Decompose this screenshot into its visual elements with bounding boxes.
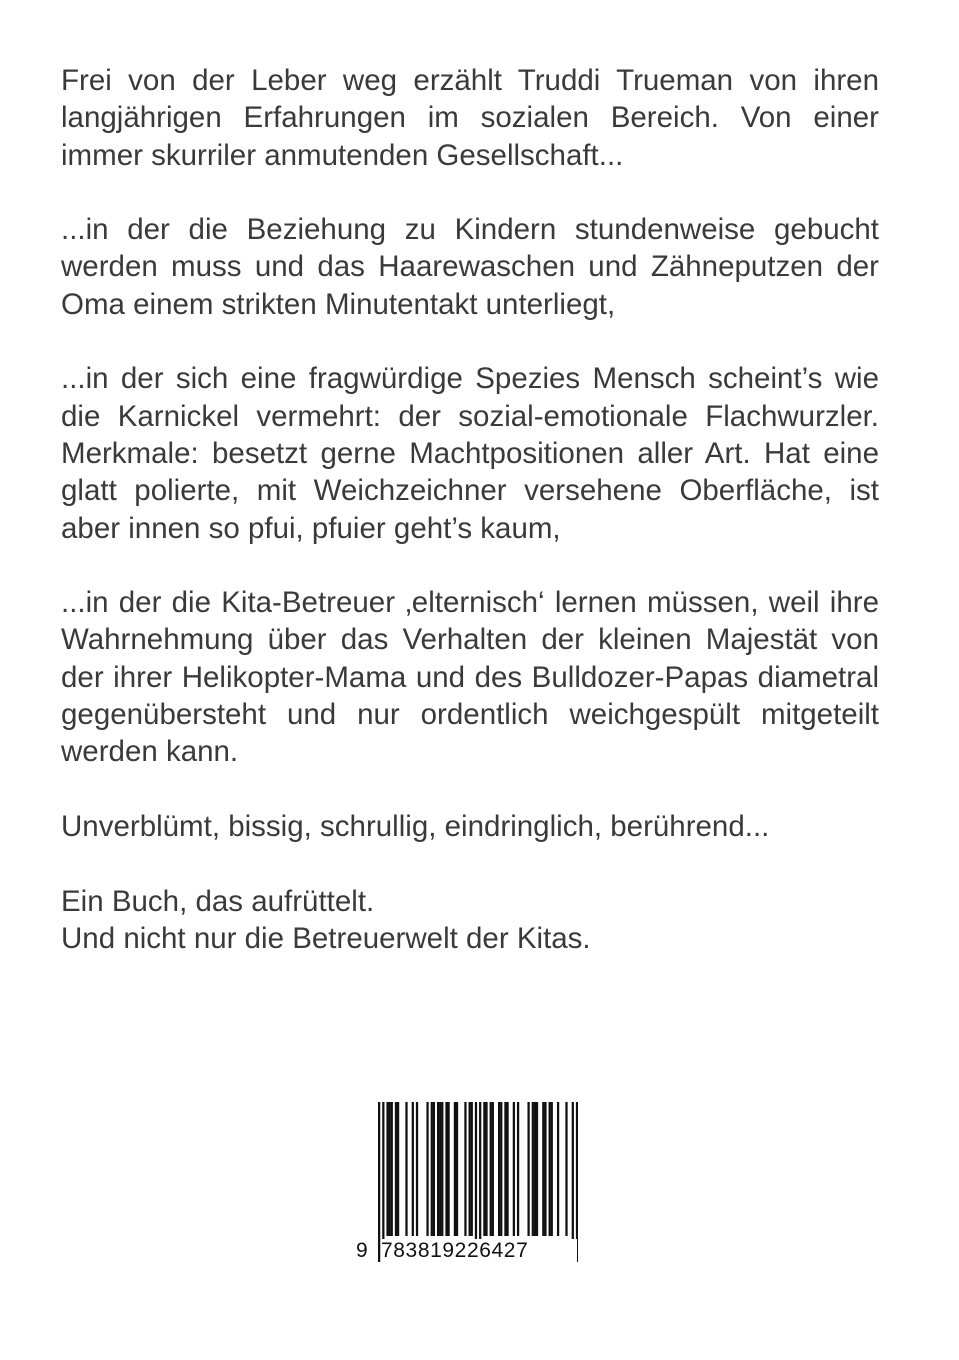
back-cover-blurb xyxy=(61,62,879,994)
barcode-bar xyxy=(483,1102,485,1236)
barcode-bar xyxy=(544,1102,546,1236)
barcode-bar xyxy=(471,1102,473,1236)
barcode-bar xyxy=(441,1102,443,1236)
barcode-bar xyxy=(464,1102,466,1236)
barcode-bar xyxy=(395,1102,397,1236)
barcode-bar xyxy=(549,1102,551,1236)
closing-line-2: Und nicht nur die Betreuerwelt der Kitas. xyxy=(61,921,591,955)
barcode-bar xyxy=(542,1102,544,1236)
blurb-paragraph-closing xyxy=(61,883,879,958)
barcode-bar xyxy=(431,1102,433,1236)
barcode-bar xyxy=(447,1102,449,1236)
barcode-bar xyxy=(389,1102,391,1236)
barcode-digits: 783819226427 xyxy=(381,1239,577,1263)
barcode-bar xyxy=(506,1102,508,1236)
barcode-bar xyxy=(445,1102,447,1236)
barcode-bar xyxy=(456,1102,458,1236)
barcode-bar xyxy=(536,1102,538,1236)
barcode-bar xyxy=(439,1102,441,1236)
barcode-bar xyxy=(517,1102,519,1236)
closing-line-1: Ein Buch, das aufrüttelt. xyxy=(61,884,375,918)
barcode-bar xyxy=(485,1102,487,1236)
barcode-bar xyxy=(469,1102,471,1236)
barcode-bar xyxy=(405,1102,407,1236)
barcode-bar xyxy=(426,1102,428,1236)
barcode-bar xyxy=(437,1102,439,1236)
barcode-bar xyxy=(557,1102,559,1236)
barcode-bar xyxy=(572,1102,574,1262)
barcode-bar xyxy=(479,1102,481,1262)
barcode-bar xyxy=(565,1102,567,1236)
barcode-bar xyxy=(416,1102,418,1236)
blurb-paragraph-flachwurzler: ...in der sich eine fragwürdige Spezies Mensch scheint’s wie die Karnickel vermehrt: der sozial-emotionale Flachwurzler. Merkmale: besetzt gerne Machtpositionen aller Art. Hat eine glatt polierte, mit Weichzeichner versehene Oberfläche, ist aber innen so pfui, pfuier geht’s kaum, xyxy=(61,362,879,545)
barcode-bar xyxy=(532,1102,534,1236)
barcode-bar xyxy=(490,1102,492,1236)
barcode-bar xyxy=(551,1102,553,1236)
barcode-bar xyxy=(378,1102,380,1262)
barcode-bar xyxy=(504,1102,506,1236)
barcode-bar xyxy=(386,1102,388,1236)
barcode-bar xyxy=(498,1102,500,1236)
barcode-bar xyxy=(433,1102,435,1236)
barcode-bar xyxy=(391,1102,393,1236)
barcode-bar xyxy=(513,1102,515,1236)
barcode-bar xyxy=(500,1102,502,1236)
isbn-barcode xyxy=(356,1102,578,1267)
blurb-paragraph-childcare: ...in der die Beziehung zu Kindern stundenweise gebucht werden muss und das Haarewaschen und Zähneputzen der Oma einem strikten Minutentakt unterliegt, xyxy=(61,213,879,321)
blurb-paragraph-intro: Frei von der Leber weg erzählt Truddi Trueman von ihren langjährigen Erfahrungen im sozialen Bereich. Von einer immer skurriler anmutenden Gesellschaft... xyxy=(61,64,879,172)
barcode-bar xyxy=(412,1102,414,1236)
barcode-bar xyxy=(527,1102,529,1236)
barcode-bar xyxy=(492,1102,494,1236)
barcode-bar xyxy=(382,1102,384,1262)
barcode-bar xyxy=(397,1102,399,1236)
barcode-bar xyxy=(534,1102,536,1236)
barcode-bar xyxy=(576,1102,578,1262)
barcode-first-digit: 9 xyxy=(356,1239,368,1262)
barcode-bar xyxy=(454,1102,456,1236)
blurb-paragraph-kita: ...in der die Kita-Betreuer ‚elternisch‘ lernen müssen, weil ihre Wahrnehmung über das Verhalten der kleinen Majestät von der ihrer Helikopter-Mama und des Bulldozer-Papas diametral gegenübersteht und nur ordentlich weichgespült mitgeteilt werden kann. xyxy=(61,586,879,769)
barcode-bar xyxy=(475,1102,477,1262)
blurb-paragraph-adjectives: Unverblümt, bissig, schrullig, eindringlich, berührend... xyxy=(61,809,770,843)
